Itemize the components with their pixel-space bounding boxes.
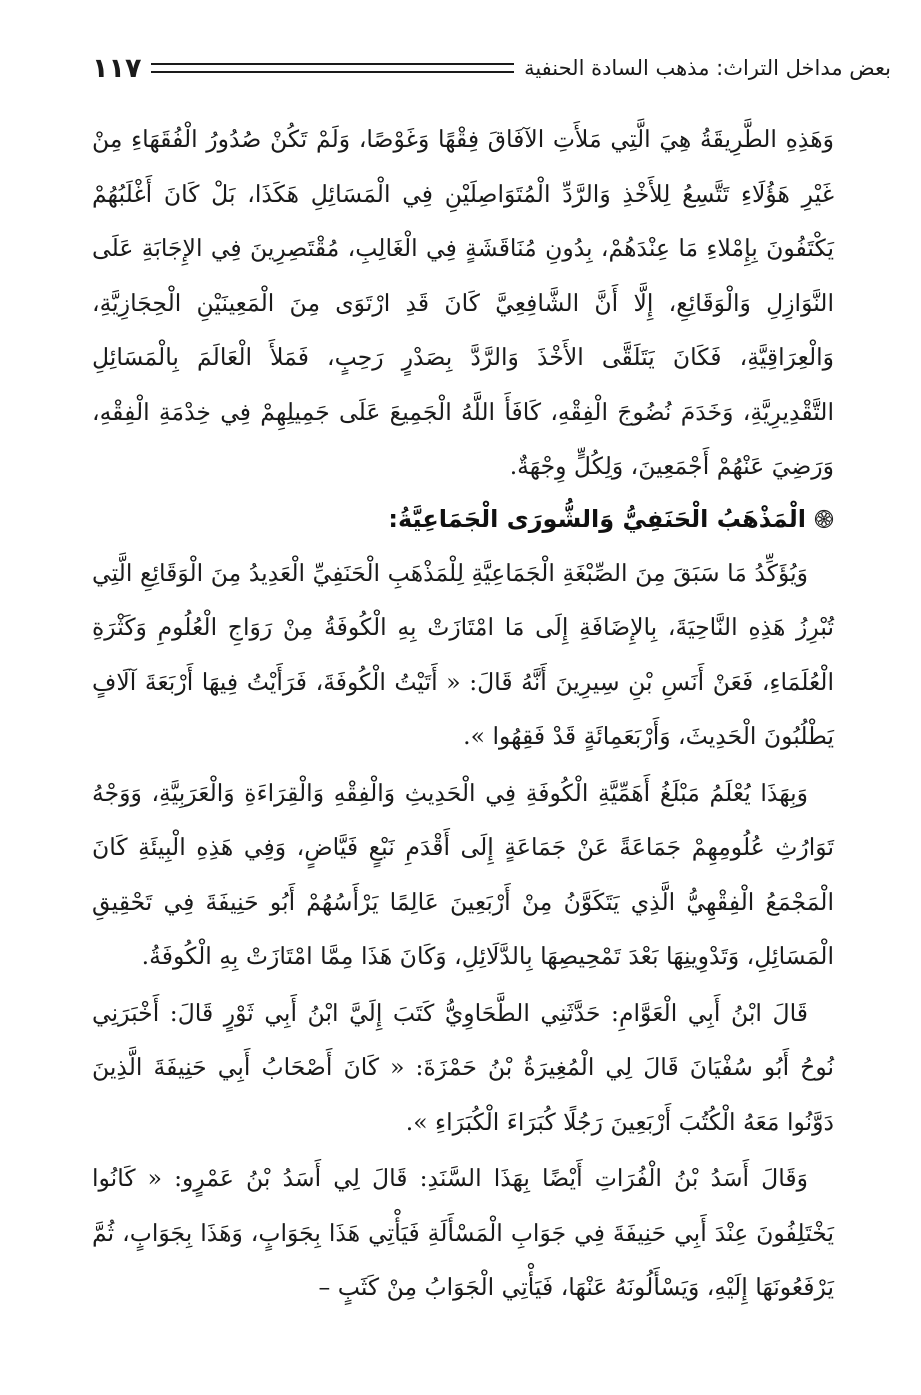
page-number: ١١٧ bbox=[92, 52, 142, 84]
page-header bbox=[92, 48, 891, 88]
section-heading-text: الْمَذْهَبُ الْحَنَفِيُّ وَالشُّورَى الْجَمَاعِيَّةُ: bbox=[388, 504, 806, 533]
paragraph: وَيُؤَكِّدُ مَا سَبَقَ مِنَ الصِّبْغَةِ الْجَمَاعِيَّةِ لِلْمَذْهَبِ الْحَنَفِيِّ الْعَدِيدُ مِنَ الْوَقَائِعِ الَّتِي تُبْرِزُ هَذِهِ النَّاحِيَةَ، بِالإِضَافَةِ إِلَى مَا امْتَازَتْ بِهِ الْكُوفَةُ مِنْ رَوَاجِ الْعُلُومِ وَكَثْرَةِ الْعُلَمَاءِ، فَعَنْ أَنَسِ بْنِ سِيرِينَ أَنَّهُ قَالَ: « أَتَيْتُ الْكُوفَةَ، فَرَأَيْتُ فِيهَا أَرْبَعَةَ آلَافٍ يَطْلُبُونَ الْحَدِيثَ، وَأَرْبَعَمِائَةٍ قَدْ فَقِهُوا ». bbox=[92, 558, 834, 750]
paragraph: وَهَذِهِ الطَّرِيقَةُ هِيَ الَّتِي مَلأَتِ الآفَاقَ فِقْهًا وَغَوْصًا، وَلَمْ تَكُنْ صُدُورُ الْفُقَهَاءِ مِنْ غَيْرِ هَؤُلَاءِ تَتَّسِعُ لِلأَخْذِ وَالرَّدِّ الْمُتَوَاصِلَيْنِ فِي الْمَسَائِلِ هَكَذَا، بَلْ كَانَ أَغْلَبُهُمْ يَكْتَفُونَ بِإِمْلاءِ مَا عِنْدَهُمْ، بِدُونِ مُنَاقَشَةٍ فِي الْغَالِبِ، مُقْتَصِرِينَ فِي الإِجَابَةِ عَلَى النَّوَازِلِ وَالْوَقَائِعِ، إِلَّا أَنَّ الشَّافِعِيَّ كَانَ قَدِ ارْتَوَى مِنَ الْمَعِينَيْنِ الْحِجَازِيَّةِ، وَالْعِرَاقِيَّةِ، فَكَانَ يَتَلَقَّى الأَخْذَ وَالرَّدَّ بِصَدْرٍ رَحِبٍ، فَمَلأَ الْعَالَمَ بِالْمَسَائِلِ التَّقْدِيرِيَّةِ، وَخَدَمَ نُضُوجَ الْفِقْهِ، كَافَأَ اللَّهُ الْجَمِيعَ عَلَى جَمِيلِهِمْ فِي خِدْمَةِ الْفِقْهِ، وَرَضِيَ عَنْهُمْ أَجْمَعِينَ، وَلِكُلٍّ وِجْهَةٌ. bbox=[92, 125, 834, 480]
paragraph: قَالَ ابْنُ أَبِي الْعَوَّامِ: حَدَّثَنِي الطَّحَاوِيُّ كَتَبَ إِلَيَّ ابْنُ أَبِي ثَوْرٍ قَالَ: أَخْبَرَنِي نُوحُ أَبُو سُفْيَانَ قَالَ لِي الْمُغِيرَةُ بْنُ حَمْزَةَ: « كَانَ أَصْحَابُ أَبِي حَنِيفَةَ الَّذِينَ دَوَّنُوا مَعَهُ الْكُتُبَ أَرْبَعِينَ رَجُلًا كُبَرَاءَ الْكُبَرَاءِ ». bbox=[92, 998, 834, 1136]
running-title: بعض مداخل التراث: مذهب السادة الحنفية bbox=[524, 56, 891, 80]
paragraph: وَبِهَذَا يُعْلَمُ مَبْلَغُ أَهَمِّيَّةِ الْكُوفَةِ فِي الْحَدِيثِ وَالْفِقْهِ وَالْقِرَاءَةِ وَالْعَرَبِيَّةِ، وَوَجْهُ تَوَارُثِ عُلُومِهِمْ جَمَاعَةً عَنْ جَمَاعَةٍ إِلَى أَقْدَمِ نَبْعٍ فَيَّاضٍ، وَفِي هَذِهِ الْبِيئَةِ كَانَ الْمَجْمَعُ الْفِقْهِيُّ الَّذِي يَتَكَوَّنُ مِنْ أَرْبَعِينَ عَالِمًا يَرْأَسُهُمْ أَبُو حَنِيفَةَ فِي تَحْقِيقِ الْمَسَائِلِ، وَتَدْوِينِهَا بَعْدَ تَمْحِيصِهَا بِالدَّلَائِلِ، وَكَانَ هَذَا مِمَّا امْتَازَتْ بِهِ الْكُوفَةُ. bbox=[92, 778, 834, 970]
paragraph: وَقَالَ أَسَدُ بْنُ الْفُرَاتِ أَيْضًا بِهَذَا السَّنَدِ: قَالَ لِي أَسَدُ بْنُ عَمْرٍو: « كَانُوا يَخْتَلِفُونَ عِنْدَ أَبِي حَنِيفَةَ فِي جَوَابِ الْمَسْأَلَةِ فَيَأْتِي هَذَا بِجَوَابٍ، وَهَذَا بِجَوَابٍ، ثُمَّ يَرْفَعُونَهَا إِلَيْهِ، وَيَسْأَلُونَهُ عَنْهَا، فَيَأْتِي الْجَوَابُ مِنْ كَثَبٍ – bbox=[92, 1164, 834, 1301]
header-rule bbox=[151, 63, 514, 73]
page-body bbox=[92, 112, 834, 1315]
flower-ornament-icon bbox=[814, 509, 834, 529]
section-heading bbox=[92, 494, 834, 544]
